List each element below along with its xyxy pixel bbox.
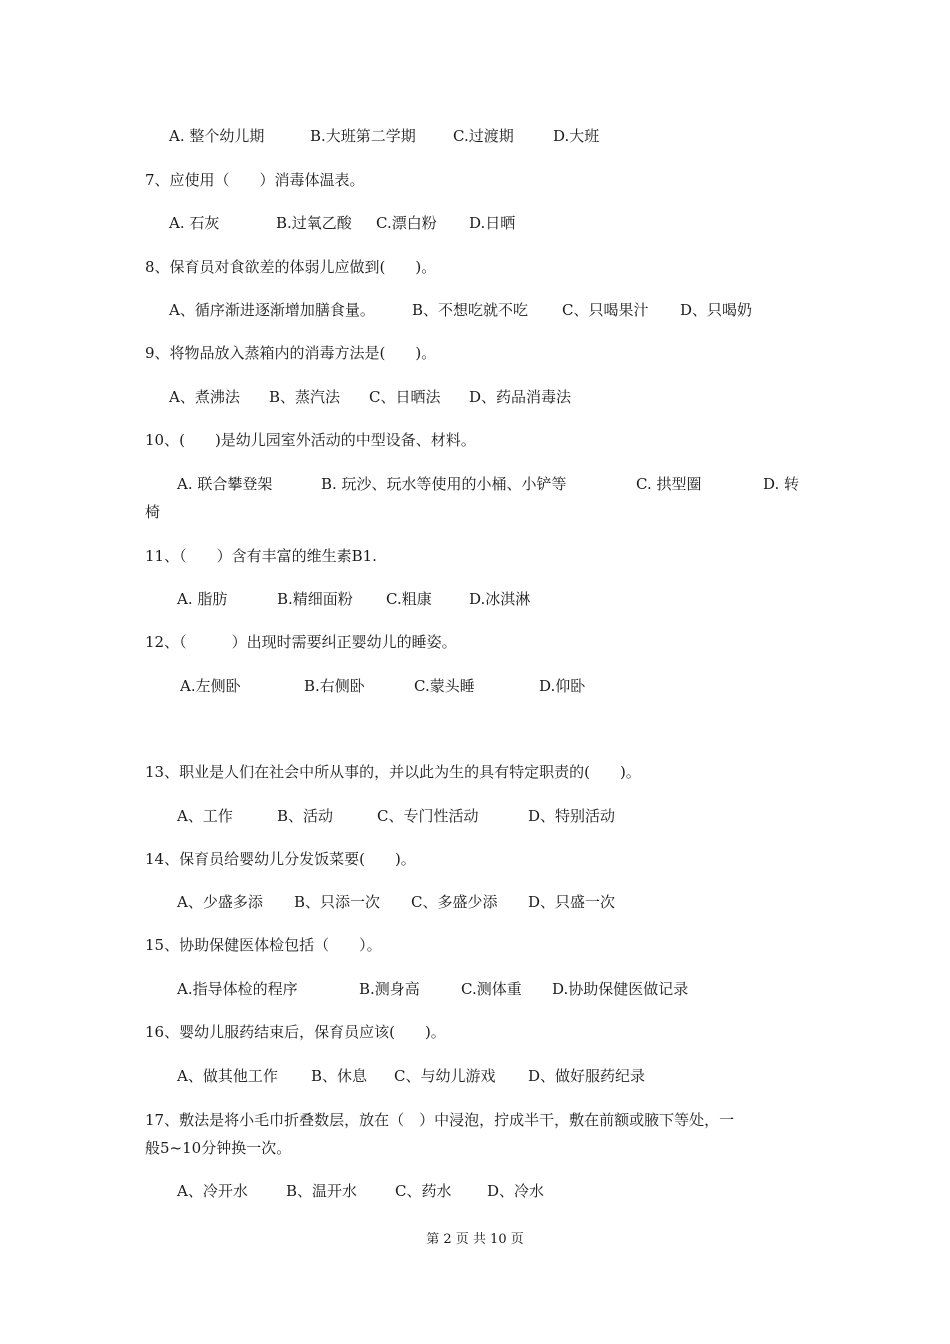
option-b: B.精细面粉 xyxy=(277,590,353,608)
option-c: C、药水 xyxy=(395,1182,452,1200)
option-d: D、做好服药纪录 xyxy=(528,1067,646,1085)
option-a: A. 脂肪 xyxy=(177,590,228,608)
question-12: 12、（ ）出现时需要纠正婴幼儿的睡姿。 xyxy=(145,633,457,651)
option-d: D. 转 xyxy=(763,475,800,493)
q10-option-d-continued: 椅 xyxy=(145,503,161,521)
option-c: C. 拱型圈 xyxy=(636,475,702,493)
option-b: B、只添一次 xyxy=(294,893,381,911)
option-d: D.冰淇淋 xyxy=(469,590,531,608)
option-c: C.过渡期 xyxy=(453,127,514,145)
option-b: B.过氧乙酸 xyxy=(276,214,352,232)
option-b: B、休息 xyxy=(311,1067,368,1085)
option-a: A. 联合攀登架 xyxy=(177,475,273,493)
option-c: C、日晒法 xyxy=(369,388,441,406)
option-c: C.测体重 xyxy=(461,980,522,998)
option-c: C、只喝果汁 xyxy=(562,301,649,319)
page-footer: 第 2 页 共 10 页 xyxy=(426,1232,524,1247)
question-17-continued: 般5~10分钟换一次。 xyxy=(145,1139,292,1157)
question-14: 14、保育员给婴幼儿分发饭菜要( )。 xyxy=(145,850,416,868)
question-16: 16、婴幼儿服药结束后，保育员应该( )。 xyxy=(145,1023,446,1041)
question-15: 15、协助保健医体检包括（ ）。 xyxy=(145,936,382,954)
option-d: D.仰卧 xyxy=(539,677,586,695)
option-a: A. 整个幼儿期 xyxy=(169,127,265,145)
option-b: B.测身高 xyxy=(359,980,420,998)
option-d: D、只盛一次 xyxy=(528,893,616,911)
option-a: A、煮沸法 xyxy=(169,388,240,406)
option-a: A、少盛多添 xyxy=(177,893,263,911)
option-d: D、只喝奶 xyxy=(680,301,753,319)
question-7: 7、应使用（ ）消毒体温表。 xyxy=(145,171,365,189)
option-c: C.漂白粉 xyxy=(376,214,437,232)
option-b: B.大班第二学期 xyxy=(310,127,416,145)
option-d: D、药品消毒法 xyxy=(469,388,572,406)
option-a: A.指导体检的程序 xyxy=(177,980,298,998)
question-9: 9、将物品放入蒸箱内的消毒方法是( )。 xyxy=(145,344,437,362)
option-c: C、专门性活动 xyxy=(377,807,479,825)
option-d: D.协助保健医做记录 xyxy=(552,980,689,998)
option-b: B、不想吃就不吃 xyxy=(412,301,529,319)
option-c: C.蒙头睡 xyxy=(414,677,475,695)
option-c: C.粗康 xyxy=(386,590,432,608)
option-a: A.左侧卧 xyxy=(180,677,241,695)
option-b: B、蒸汽法 xyxy=(269,388,341,406)
question-10: 10、( )是幼儿园室外活动的中型设备、材料。 xyxy=(145,431,476,449)
option-d: D.日晒 xyxy=(469,214,516,232)
option-d: D、冷水 xyxy=(487,1182,545,1200)
option-b: B、活动 xyxy=(277,807,334,825)
option-a: A、做其他工作 xyxy=(177,1067,278,1085)
option-a: A、冷开水 xyxy=(177,1182,248,1200)
option-a: A、循序渐进逐渐增加膳食量。 xyxy=(169,301,375,319)
question-13: 13、职业是人们在社会中所从事的，并以此为生的具有特定职责的( )。 xyxy=(145,763,641,781)
option-a: A. 石灰 xyxy=(169,214,220,232)
option-b: B. 玩沙、玩水等使用的小桶、小铲等 xyxy=(321,475,567,493)
option-a: A、工作 xyxy=(177,807,233,825)
question-17: 17、敷法是将小毛巾折叠数层，放在（ ）中浸泡，拧成半干，敷在前额或腋下等处，一 xyxy=(145,1111,735,1129)
option-b: B.右侧卧 xyxy=(304,677,365,695)
question-8: 8、保育员对食欲差的体弱儿应做到( )。 xyxy=(145,258,437,276)
option-d: D.大班 xyxy=(553,127,600,145)
question-11: 11、（ ）含有丰富的维生素B1. xyxy=(145,547,377,565)
option-b: B、温开水 xyxy=(286,1182,358,1200)
option-d: D、特别活动 xyxy=(528,807,616,825)
option-c: C、与幼儿游戏 xyxy=(394,1067,496,1085)
option-c: C、多盛少添 xyxy=(411,893,498,911)
